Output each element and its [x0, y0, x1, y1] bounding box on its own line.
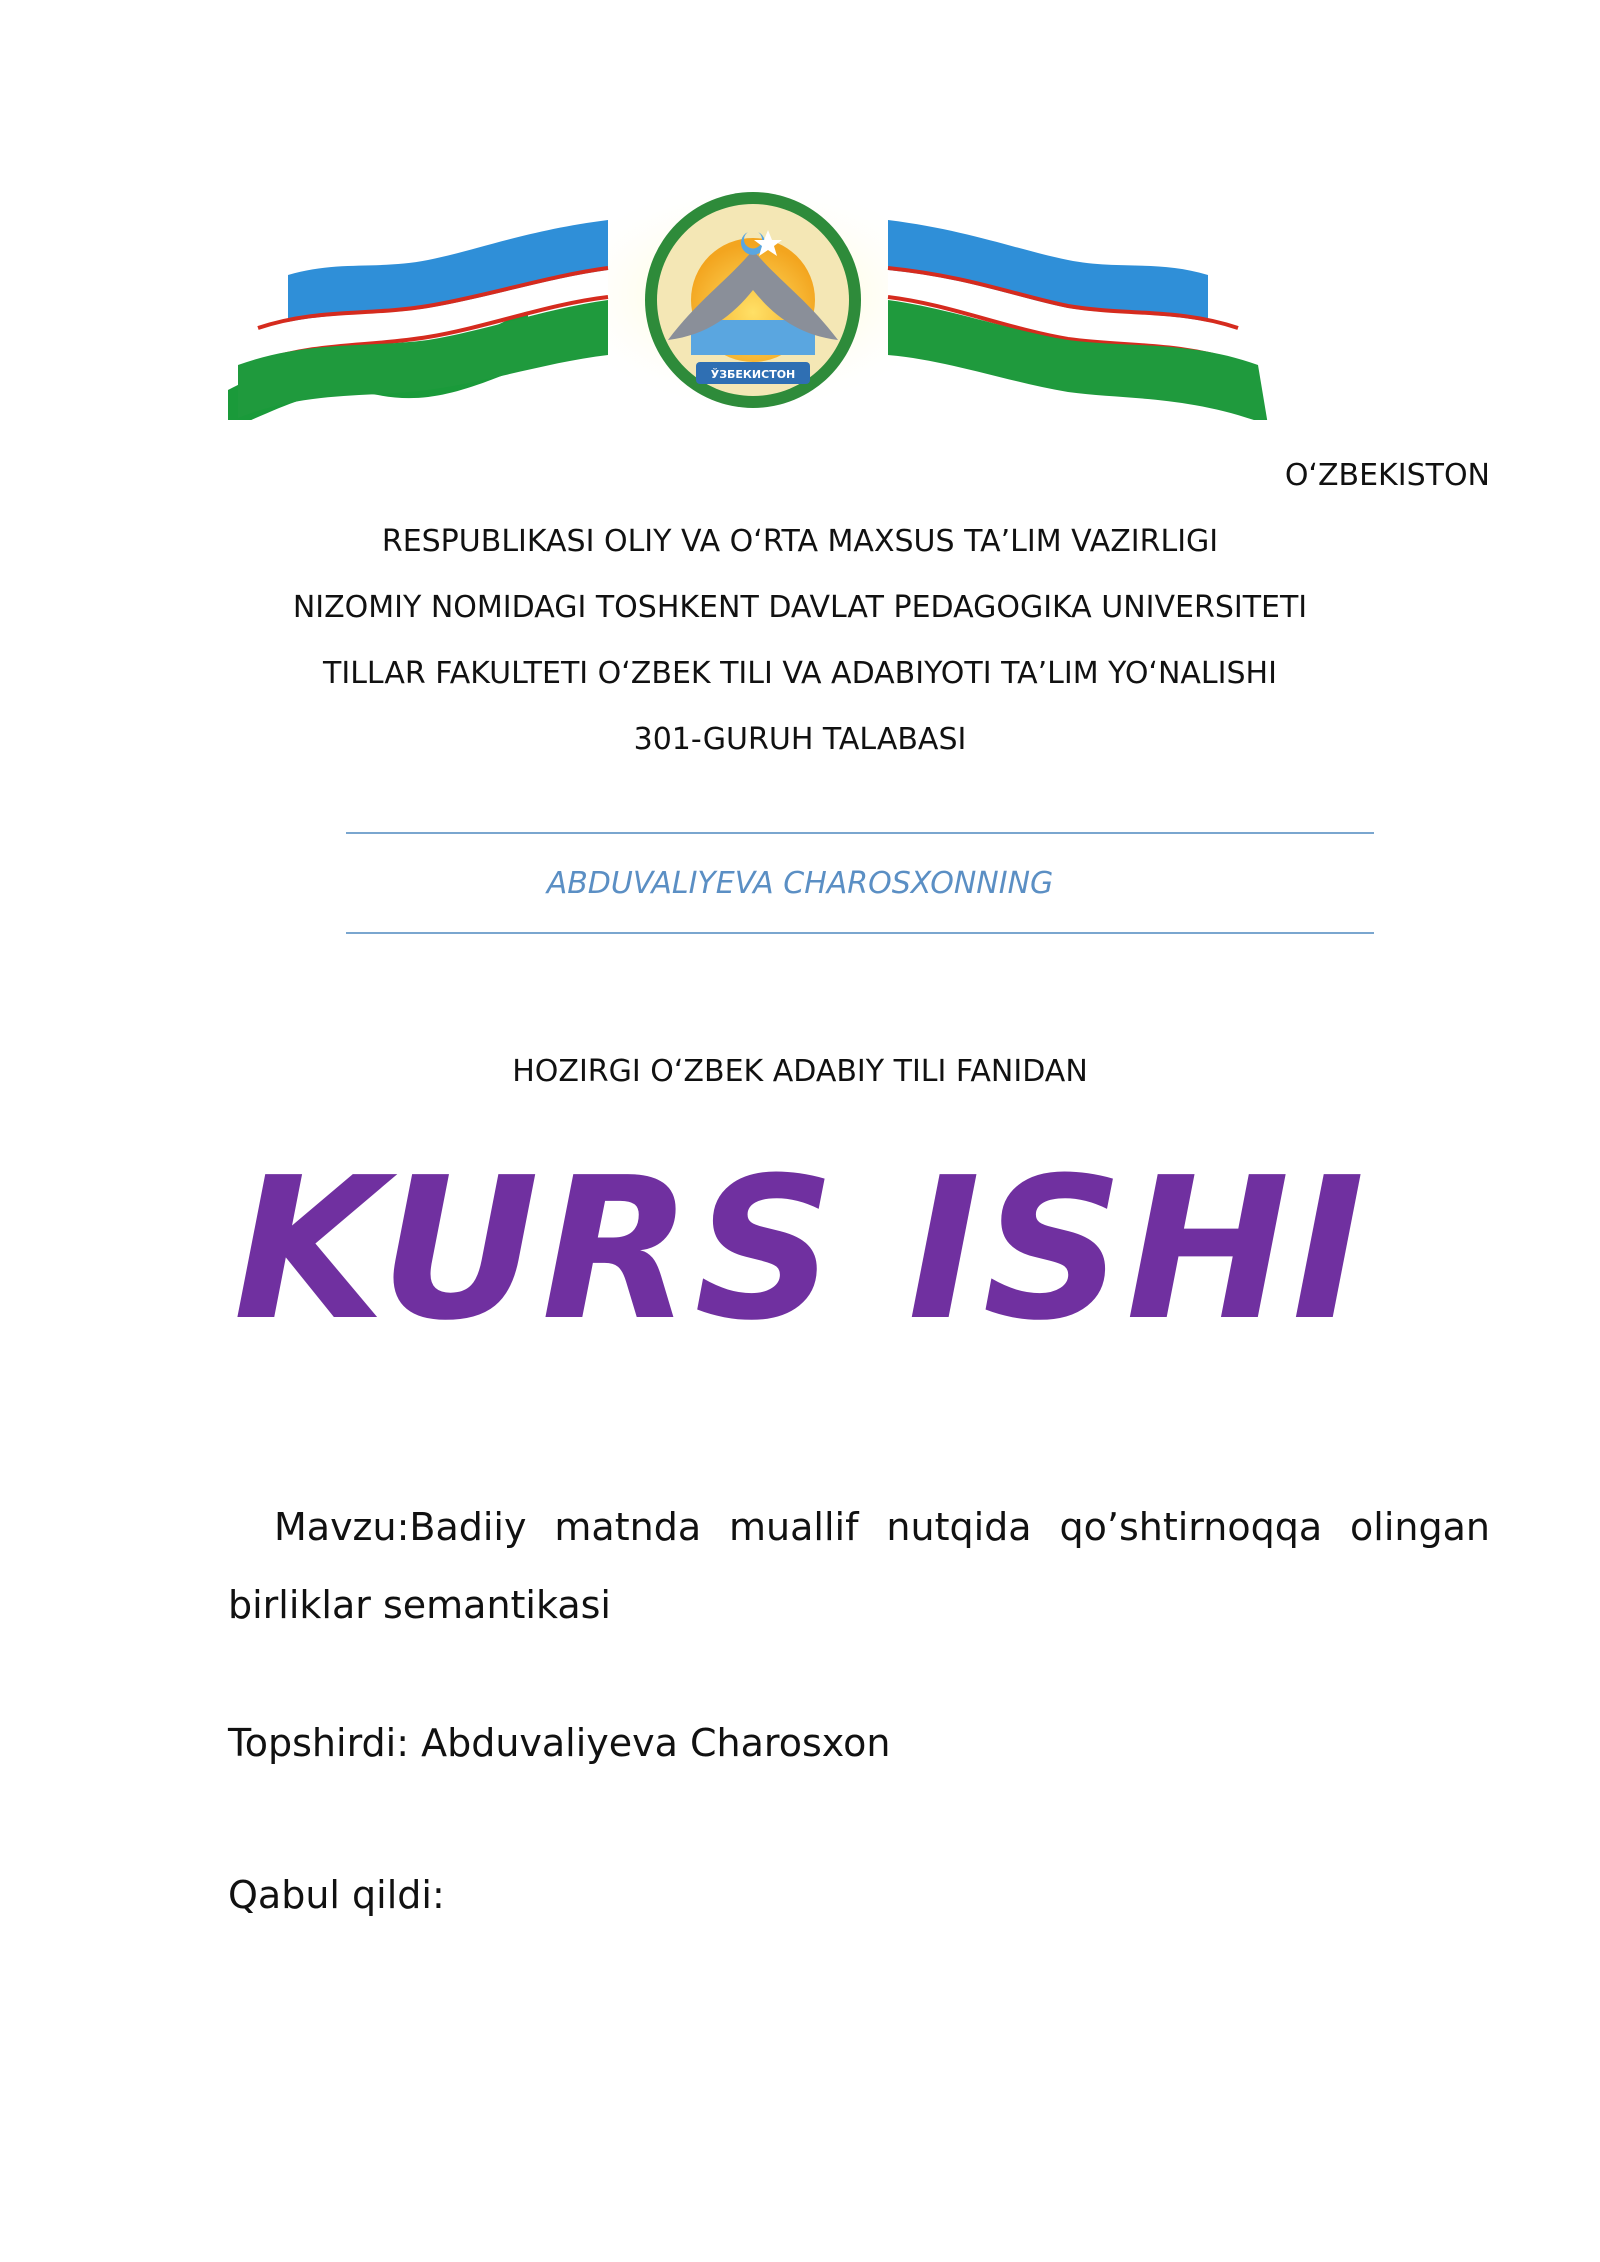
- country-heading: O‘ZBEKISTON: [1284, 458, 1490, 493]
- faculty-heading: TILLAR FAKULTETI O‘ZBEK TILI VA ADABIYOTI TA’LIM YO‘NALISHI: [323, 656, 1277, 691]
- top-divider: [346, 832, 1374, 834]
- group-heading: 301-GURUH TALABASI: [633, 722, 967, 757]
- university-heading: NIZOMIY NOMIDAGI TOSHKENT DAVLAT PEDAGOGIKA UNIVERSITETI: [292, 590, 1308, 625]
- topic-text: Mavzu:Badiiy matnda muallif nutqida qo’shtirnoqqa olingan birliklar semantikasi: [228, 1505, 1490, 1627]
- author-name: ABDUVALIYEVA CHAROSXONNING: [546, 866, 1054, 901]
- document-title: KURS ISHI: [233, 1136, 1367, 1364]
- subject-heading: HOZIRGI O‘ZBEK ADABIY TILI FANIDAN: [512, 1054, 1088, 1089]
- bottom-divider: [346, 932, 1374, 934]
- ministry-heading: RESPUBLIKASI OLIY VA O‘RTA MAXSUS TA’LIM VAZIRLIGI: [381, 524, 1219, 559]
- submitted-by-text: Topshirdi: Abduvaliyeva Charosxon: [228, 1721, 891, 1765]
- emblem-caption: ЎЗБЕКИСТОН: [710, 368, 796, 381]
- accepted-by-text: Qabul qildi:: [228, 1873, 445, 1917]
